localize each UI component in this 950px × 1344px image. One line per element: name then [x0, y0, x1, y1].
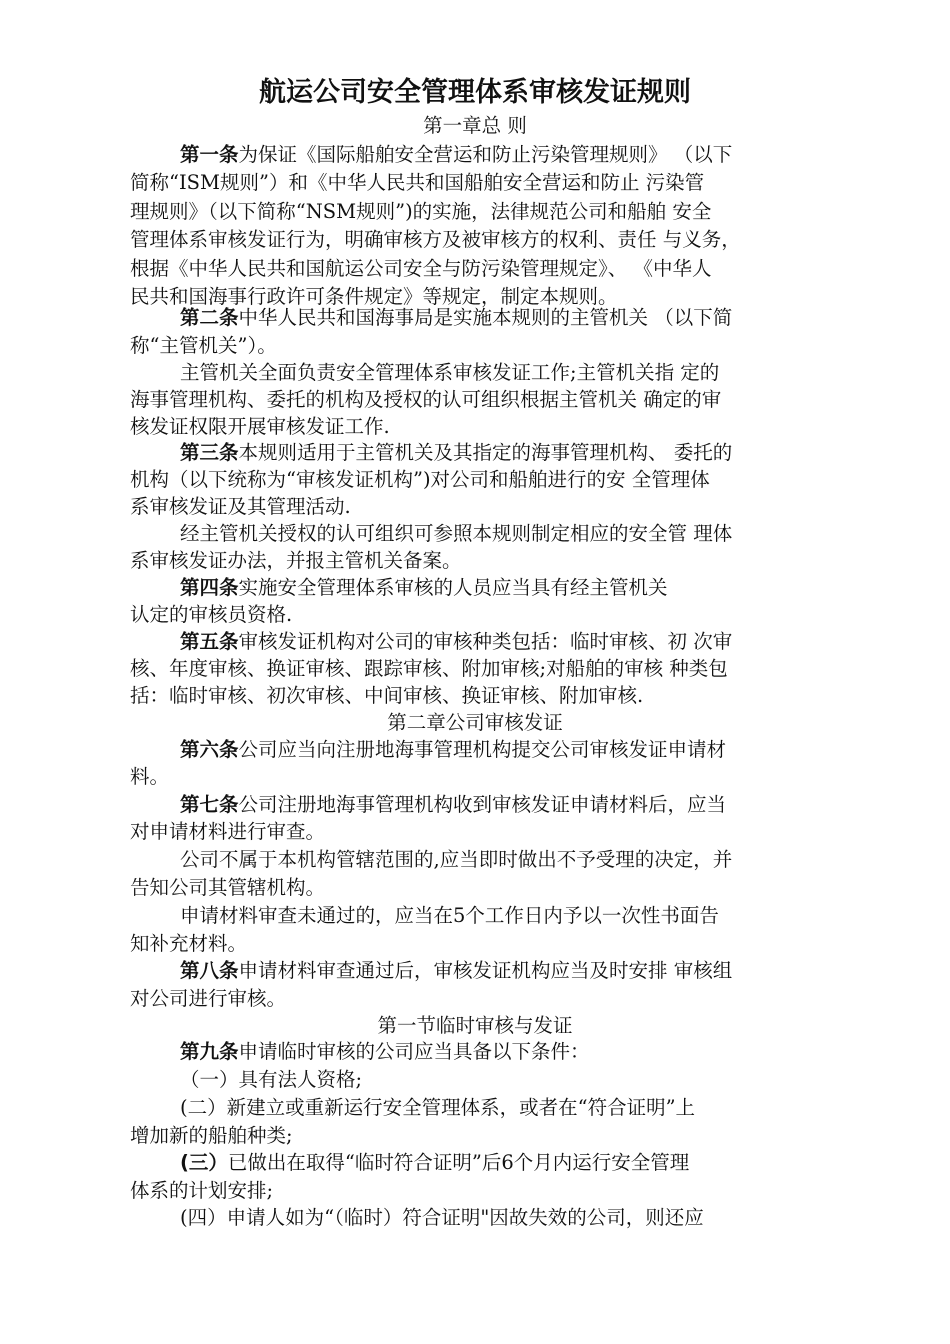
- article-2-para-2-line-2: 海事管理机构、委托的机构及授权的认可组织根据主管机关 确定的审: [130, 388, 722, 411]
- article-6-line-2: 料。: [130, 765, 170, 788]
- article-5-label: 第五条: [180, 630, 239, 653]
- article-1-text: 为保证《国际船舶安全营运和防止污染管理规则》 （以下: [238, 143, 733, 166]
- article-4-label: 第四条: [180, 576, 239, 599]
- article-9-text: 申请临时审核的公司应当具备以下条件：: [238, 1040, 590, 1063]
- article-2-label: 第二条: [180, 306, 239, 329]
- article-2-line-1: [180, 304, 880, 332]
- chapter-2-heading: 第二章公司审核发证: [387, 711, 563, 734]
- article-3-line-2: 机构（以下统称为“审核发证机构”)对公司和船舶进行的安 全管理体: [130, 468, 710, 491]
- article-9-clause-4: (四）申请人如为“（临时）符合证明"因故失效的公司，则还应: [180, 1206, 704, 1229]
- article-9-clause-3-label: (三）: [180, 1151, 228, 1174]
- article-2-para-2-line-3: 核发证权限开展审核发证工作.: [130, 415, 390, 438]
- article-9-label: 第九条: [180, 1040, 239, 1063]
- article-9-line-1: [180, 1038, 880, 1066]
- section-1-heading: 第一节临时审核与发证: [377, 1014, 573, 1037]
- article-3-line-1: [180, 439, 880, 467]
- article-7-text: 公司注册地海事管理机构收到审核发证申请材料后，应当: [238, 793, 727, 816]
- article-2-line-2: 称“主管机关”）。: [130, 334, 277, 357]
- article-1-line-4: 管理体系审核发证行为，明确审核方及被审核方的权利、责任 与义务，: [130, 228, 741, 251]
- article-3-line-3: 系审核发证及其管理活动.: [130, 495, 351, 518]
- article-3-para-2-line-1: 经主管机关授权的认可组织可参照本规则制定相应的安全管 理体: [180, 522, 733, 545]
- article-9-clause-2-line-2: 增加新的船舶种类;: [130, 1124, 293, 1147]
- article-9-clause-2-line-1: (二）新建立或重新运行安全管理体系，或者在“符合证明”上: [180, 1096, 696, 1119]
- article-9-clause-3-text: 已做出在取得“临时符合证明”后6个月内运行安全管理: [227, 1151, 690, 1174]
- article-8-line-2: 对公司进行审核。: [130, 987, 287, 1010]
- article-3-para-2-line-2: 系审核发证办法，并报主管机关备案。: [130, 549, 462, 572]
- article-6-label: 第六条: [180, 738, 239, 761]
- article-9-clause-3-line-1: [180, 1149, 880, 1177]
- article-4-line-1: [180, 574, 880, 602]
- article-5-line-2: 核、年度审核、换证审核、跟踪审核、附加审核;对船舶的审核 种类包: [130, 657, 728, 680]
- article-8-line-1: [180, 957, 880, 985]
- article-2-text: 中华人民共和国海事局是实施本规则的主管机关 （以下简: [238, 306, 733, 329]
- article-4-text: 实施安全管理体系审核的人员应当具有经主管机关: [238, 576, 668, 599]
- article-1-line-5: 根据《中华人民共和国航运公司安全与防污染管理规定》、 《中华人: [130, 257, 712, 280]
- article-7-para-3-line-1: 申请材料审查未通过的，应当在5个工作日内予以一次性书面告: [180, 904, 719, 927]
- article-7-line-1: [180, 791, 880, 819]
- article-7-label: 第七条: [180, 793, 239, 816]
- article-3-text: 本规则适用于主管机关及其指定的海事管理机构、 委托的: [238, 441, 733, 464]
- article-1-line-2: 简称“ISM规则”）和《中华人民共和国船舶安全营运和防止 污染管: [130, 171, 705, 194]
- article-1-line-6: 民共和国海事行政许可条件规定》等规定，制定本规则。: [130, 285, 618, 308]
- article-6-text: 公司应当向注册地海事管理机构提交公司审核发证申请材: [238, 738, 727, 761]
- article-7-para-3-line-2: 知补充材料。: [130, 932, 248, 955]
- article-3-label: 第三条: [180, 441, 239, 464]
- article-7-para-2-line-1: 公司不属于本机构管辖范围的,应当即时做出不予受理的决定，并: [180, 848, 733, 871]
- article-9-clause-1: （一）具有法人资格;: [180, 1068, 363, 1091]
- article-5-text: 审核发证机构对公司的审核种类包括：临时审核、初 次审: [238, 630, 733, 653]
- article-5-line-1: [180, 628, 880, 656]
- article-7-para-2-line-2: 告知公司其管辖机构。: [130, 876, 326, 899]
- document-title: 航运公司安全管理体系审核发证规则: [259, 77, 691, 108]
- article-7-line-2: 对申请材料进行审查。: [130, 820, 326, 843]
- article-1-label: 第一条: [180, 143, 239, 166]
- article-8-label: 第八条: [180, 959, 239, 982]
- article-4-line-2: 认定的审核员资格.: [130, 603, 293, 626]
- article-1-line-1: [180, 141, 880, 169]
- article-6-line-1: [180, 736, 880, 764]
- article-1-line-3: 理规则》（以下简称“NSM规则”)的实施，法律规范公司和船舶 安全: [130, 200, 712, 223]
- article-2-para-2-line-1: 主管机关全面负责安全管理体系审核发证工作;主管机关指 定的: [180, 361, 720, 384]
- article-9-clause-3-line-2: 体系的计划安排;: [130, 1179, 274, 1202]
- article-5-line-3: 括：临时审核、初次审核、中间审核、换证审核、附加审核.: [130, 684, 644, 707]
- chapter-1-heading: 第一章总 则: [423, 114, 527, 137]
- article-8-text: 申请材料审查通过后，审核发证机构应当及时安排 审核组: [238, 959, 733, 982]
